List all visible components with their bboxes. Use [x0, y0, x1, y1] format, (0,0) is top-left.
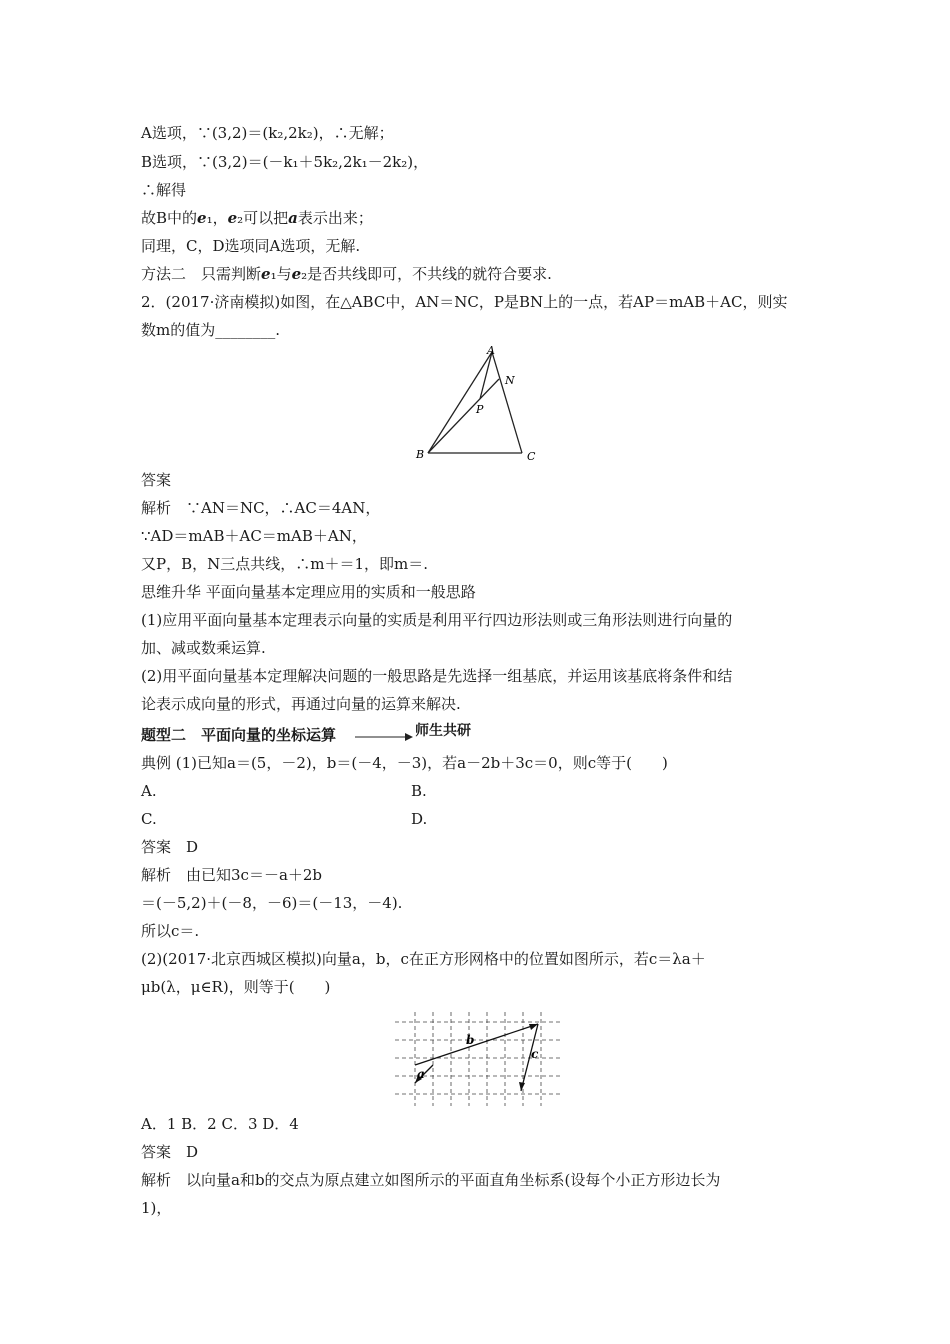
- text-span: 故B中的: [141, 209, 198, 227]
- example-2-line-2: μb(λ，μ∈R)，则等于( ): [141, 978, 331, 996]
- vector-b-line: [415, 1024, 538, 1065]
- text-line-1: A选项，∵(3,2)＝(k₂,2k₂)，∴无解；: [141, 124, 394, 142]
- text-span: 方法二 只需判断: [141, 265, 262, 283]
- answer-2: 答案 D: [141, 1143, 199, 1161]
- summary-title: 思维升华 平面向量基本定理应用的实质和一般思路: [141, 583, 476, 601]
- example-2-line-1: (2)(2017·北京西城区模拟)向量a，b，c在正方形网格中的位置如图所示，若c＝λa＋: [141, 950, 706, 968]
- label-vector-b: b: [466, 1033, 475, 1047]
- arrow-icon: [355, 731, 413, 743]
- triangle-figure: [410, 342, 546, 466]
- text-line-2: B选项，∵(3,2)＝(－k₁＋5k₂,2k₁－2k₂)，: [141, 153, 429, 171]
- option-c: C.: [141, 810, 157, 828]
- problem-2-line-1: 2．(2017·济南模拟)如图，在△ABC中，AN＝NC，P是BN上的一点，若AP＝mAB＋AC，则实: [141, 293, 788, 311]
- label-p: P: [476, 403, 484, 416]
- solution-line-2: ∵AD＝mAB＋AC＝mAB＋AN，: [141, 527, 367, 545]
- solution-line-1: 解析 ∵AN＝NC，∴AC＝4AN，: [141, 499, 381, 517]
- solution-2-line-1: 解析 以向量a和b的交点为原点建立如图所示的平面直角坐标系(设每个小正方形边长为: [141, 1171, 721, 1189]
- solution-line-3: 又P，B，N三点共线，∴m＋＝1，即m＝.: [141, 555, 429, 573]
- text-span: ₂可以把: [237, 209, 289, 227]
- label-vector-c: c: [531, 1047, 539, 1061]
- label-c: C: [527, 450, 536, 463]
- text-line-4: [141, 208, 373, 228]
- label-n: N: [505, 374, 515, 387]
- summary-line-2: 加、减或数乘运算.: [141, 639, 266, 657]
- text-span: ₁与: [270, 265, 292, 283]
- problem-2-line-2: 数m的值为________.: [141, 321, 280, 339]
- text-span: 表示出来；: [297, 209, 373, 227]
- text-line-5: 同理，C，D选项同A选项，无解.: [141, 237, 361, 255]
- label-vector-a: a: [417, 1067, 425, 1081]
- text-span: ₁，: [206, 209, 228, 227]
- summary-line-3: (2)用平面向量基本定理解决问题的一般思路是先选择一组基底，并运用该基底将条件和结: [141, 667, 733, 685]
- section-tag: 师生共研: [415, 723, 471, 739]
- solution-2-line-2: 1)，: [141, 1199, 172, 1217]
- text-line-6: [141, 264, 552, 284]
- section-title: 题型二 平面向量的坐标运算: [141, 726, 337, 744]
- text-span: ₂是否共线即可，不共线的就符合要求.: [301, 265, 552, 283]
- option-a: A.: [141, 782, 157, 800]
- grid-figure: [393, 1008, 563, 1108]
- vector-e: e: [227, 209, 238, 227]
- segment-bn: [428, 379, 499, 453]
- answer-label: 答案: [141, 471, 172, 489]
- solution-1-line-2: ＝(－5,2)＋(－8，－6)＝(－13，－4).: [141, 894, 403, 912]
- section-heading: [141, 725, 336, 745]
- summary-line-1: (1)应用平面向量基本定理表示向量的实质是利用平行四边形法则或三角形法则进行向量的: [141, 611, 733, 629]
- example-line: 典例 (1)已知a＝(5，－2)，b＝(－4，－3)，若a－2b＋3c＝0，则c等于( ): [141, 754, 668, 772]
- option-d: D.: [411, 810, 428, 828]
- vector-e: e: [197, 209, 207, 227]
- option-b: B.: [411, 782, 427, 800]
- vector-a: a: [288, 209, 298, 227]
- text-line-3: ∴解得: [141, 181, 187, 199]
- label-a: A: [487, 344, 495, 357]
- vector-e: e: [261, 265, 271, 283]
- solution-1-line-3: 所以c＝.: [141, 922, 200, 940]
- summary-line-4: 论表示成向量的形式，再通过向量的运算来解决.: [141, 695, 461, 713]
- options-2: A．1 B．2 C．3 D．4: [141, 1115, 299, 1133]
- side-ac: [492, 352, 522, 453]
- solution-1-line-1: 解析 由已知3c＝－a＋2b: [141, 866, 323, 884]
- answer-1: 答案 D: [141, 838, 199, 856]
- label-b: B: [416, 448, 425, 461]
- vector-e: e: [291, 265, 302, 283]
